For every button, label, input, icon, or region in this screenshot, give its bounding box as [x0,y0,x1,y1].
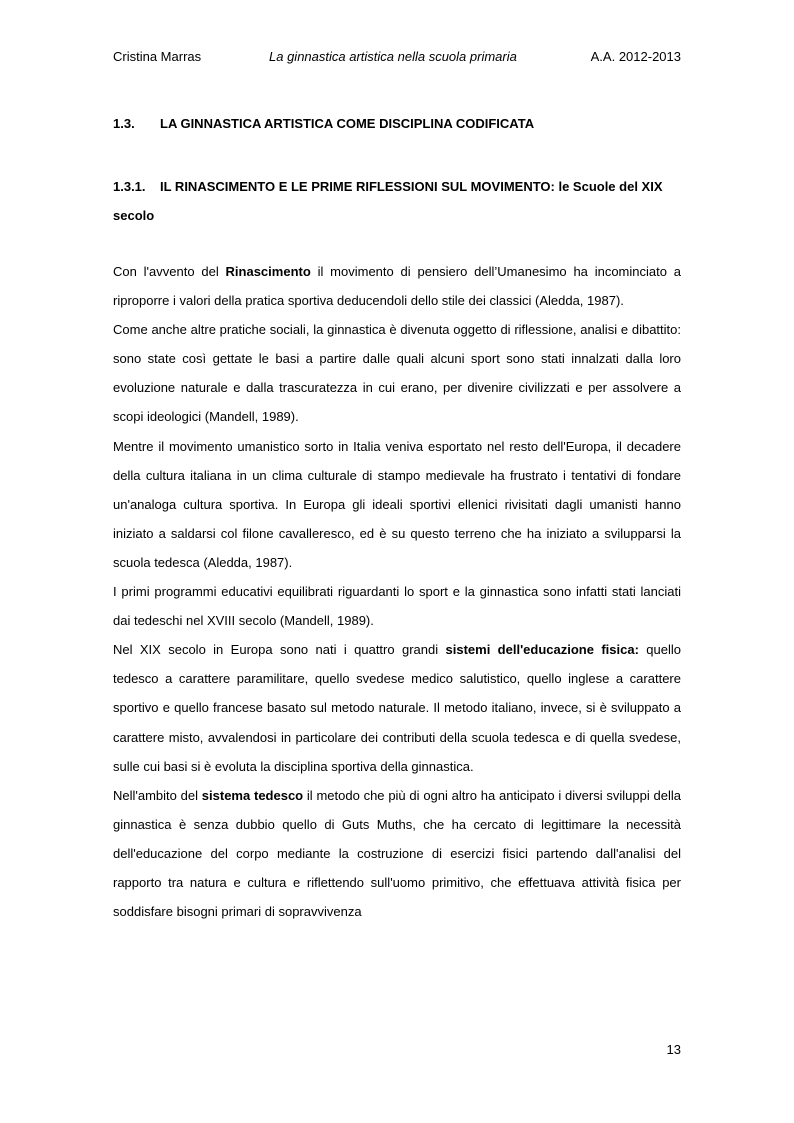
page-number: 13 [666,1042,681,1057]
paragraph-5-bold: sistemi dell'educazione fisica: [445,642,639,658]
paragraph-5-text-c: quello tedesco a carattere paramilitare, quello svedese medico salutistico, quello inglese a carattere sportivo e quello francese basato sul metodo naturale. Il metodo italiano, invece, si è sviluppato a carattere misto, avvalendosi in particolare dei contributi della scuola tedesca e di quella svedese, sulle cui basi si è evoluta la disciplina sportiva della ginnastica. [113,642,681,774]
paragraph-6-text-a: Nell'ambito del [113,787,202,803]
header-title: La ginnastica artistica nella scuola primaria [269,49,517,64]
paragraph-6-bold: sistema tedesco [201,787,304,803]
paragraph-1-text-a: Con l'avvento del [113,264,226,279]
paragraph-1-text-c: il movimento di pensiero dell’Umanesimo ha incominciato a riproporre i valori della pratica sportiva deducendoli dello stile dei classici (Aledda, 1987). [113,264,681,309]
section-number: 1.3. [113,116,135,131]
subsection-heading [113,172,681,230]
paragraph-6-text-c: il metodo che più di ogni altro ha anticipato i diversi sviluppi della ginnastica è senza dubbio quello di Guts Muths, che ha cercato di legittimare la necessità dell'educazione del corpo mediante la costruzione di esercizi fisici partendo dall'analisi del rapporto tra natura e cultura e riflettendo sull'uomo primitivo, che effettuava attività fisica per soddisfare bisogni primari di sopravvivenza [113,787,681,920]
paragraph-5 [113,635,681,780]
paragraph-1 [113,257,681,315]
paragraph-6 [113,781,681,926]
paragraph-5-text-a: Nel XIX secolo in Europa sono nati i quattro grandi [113,642,446,658]
subsection-number: 1.3.1. [113,179,146,194]
header-year: A.A. 2012-2013 [590,49,681,64]
page-header [113,48,681,65]
header-author: Cristina Marras [113,49,202,64]
paragraph-3: Mentre il movimento umanistico sorto in Italia veniva esportato nel resto dell'Europa, il decadere della cultura italiana in un clima culturale di stampo medievale ha frustrato i tentativi di fondare un'analoga cultura sportiva. In Europa gli ideali sportivi ellenici rivisitati dagli umanisti hanno iniziato a saldarsi col filone cavalleresco, ed è su questo terreno che ha iniziato a svilupparsi la scuola tedesca (Aledda, 1987). [113,438,681,570]
section-heading [113,115,681,133]
body-text [113,257,681,926]
paragraph-1-bold: Rinascimento [225,264,311,279]
section-title: LA GINNASTICA ARTISTICA COME DISCIPLINA CODIFICATA [160,116,535,131]
subsection-title: IL RINASCIMENTO E LE PRIME RIFLESSIONI SUL MOVIMENTO: le Scuole del XIX secolo [113,179,663,223]
paragraph-2: Come anche altre pratiche sociali, la ginnastica è divenuta oggetto di riflessione, analisi e dibattito: sono state così gettate le basi a partire dalle quali alcuni sport sono stati innalzati dalla loro evoluzione naturale e dalla trascuratezza in cui erano, per divenire civilizzati e per assolvere a scopi ideologici (Mandell, 1989). [113,322,681,425]
paragraph-4: I primi programmi educativi equilibrati riguardanti lo sport e la ginnastica sono infatti stati lanciati dai tedeschi nel XVIII secolo (Mandell, 1989). [113,584,681,629]
